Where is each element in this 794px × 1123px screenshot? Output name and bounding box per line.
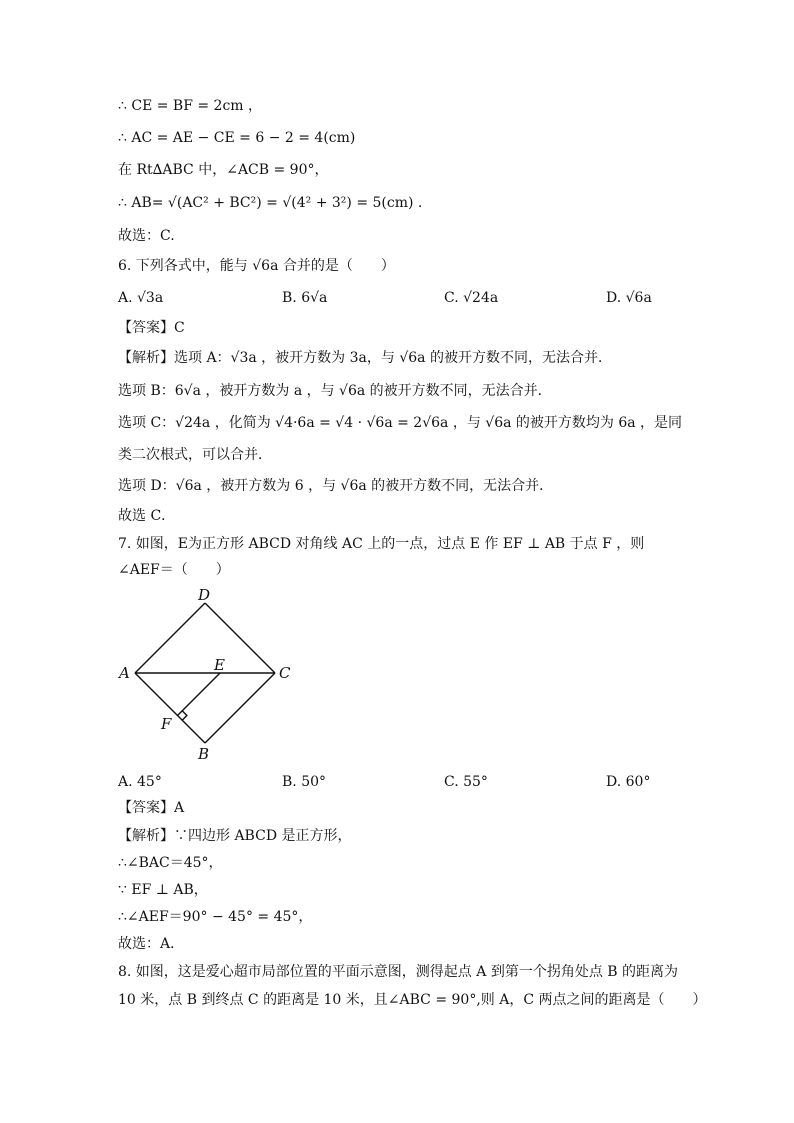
label-d: D xyxy=(198,586,211,604)
square-diagram xyxy=(112,584,312,764)
label-f: F xyxy=(161,715,172,733)
question-6: 6. 下列各式中，能与 √6a 合并的是（ ） xyxy=(118,258,395,274)
option-a: A. √3a xyxy=(118,290,164,306)
segment-ad xyxy=(135,603,205,673)
answer-line: 【答案】A xyxy=(118,800,185,816)
label-c: C xyxy=(279,664,291,682)
analysis-line: ∴∠AEF＝90° − 45° = 45°， xyxy=(118,909,313,925)
analysis-line: ∴∠BAC＝45°， xyxy=(118,855,223,871)
analysis-line: 【解析】选项 A：√3a ，被开方数为 3a，与 √6a 的被开方数不同，无法合并． xyxy=(118,350,612,366)
question-7: 7. 如图，E为正方形 ABCD 对角线 AC 上的一点，过点 E 作 EF ⊥ AB 于点 F ，则 xyxy=(118,536,645,552)
analysis-line: 选项 C：√24a ，化简为 √4·6a = √4 · √6a = 2√6a ，与 √6a 的被开方数均为 6a ，是同 xyxy=(118,415,683,431)
solution-line: 在 Rt∆ABC 中，∠ACB = 90°， xyxy=(118,162,329,178)
analysis-line: ∵ EF ⊥ AB， xyxy=(118,882,208,898)
option-b: B. 6√a xyxy=(282,290,328,306)
segment-ef xyxy=(178,673,221,716)
label-e: E xyxy=(214,656,225,674)
right-angle-mark xyxy=(182,711,187,720)
segment-cb xyxy=(205,673,275,743)
analysis-line: 选项 B：6√a ，被开方数为 a ，与 √6a 的被开方数不同，无法合并． xyxy=(118,383,552,399)
question-8-continued: 10 米，点 B 到终点 C 的距离是 10 米，且∠ABC = 90°,则 A，C 两点之间的距离是（ ） xyxy=(118,992,707,1008)
option-d: D. 60° xyxy=(606,774,651,790)
answer-line: 【答案】C xyxy=(118,320,185,336)
analysis-line: 故选 C． xyxy=(118,508,176,524)
option-b: B. 50° xyxy=(282,774,327,790)
solution-line: ∴ AB= √(AC² + BC²) = √(4² + 3²) = 5(cm) . xyxy=(118,195,423,211)
analysis-line: 类二次根式，可以合并． xyxy=(118,447,272,463)
option-a: A. 45° xyxy=(118,774,162,790)
solution-line: ∴ CE = BF = 2cm ， xyxy=(118,98,263,114)
label-b: B xyxy=(198,745,210,763)
analysis-line: 故选：A． xyxy=(118,936,185,952)
option-c: C. √24a xyxy=(444,290,499,306)
solution-line: ∴ AC = AE − CE = 6 − 2 = 4(cm) xyxy=(118,130,356,146)
analysis-line: 【解析】∵四边形 ABCD 是正方形， xyxy=(118,828,352,844)
label-a: A xyxy=(119,664,130,682)
option-c: C. 55° xyxy=(444,774,488,790)
question-7-continued: ∠AEF＝（ ） xyxy=(118,562,230,578)
option-d: D. √6a xyxy=(606,290,652,306)
solution-line: 故选：C. xyxy=(118,228,175,244)
analysis-line: 选项 D：√6a ，被开方数为 6 ，与 √6a 的被开方数不同，无法合并． xyxy=(118,478,554,494)
question-8: 8. 如图，这是爱心超市局部位置的平面示意图，测得起点 A 到第一个拐角处点 B 的距离为 xyxy=(118,964,679,980)
